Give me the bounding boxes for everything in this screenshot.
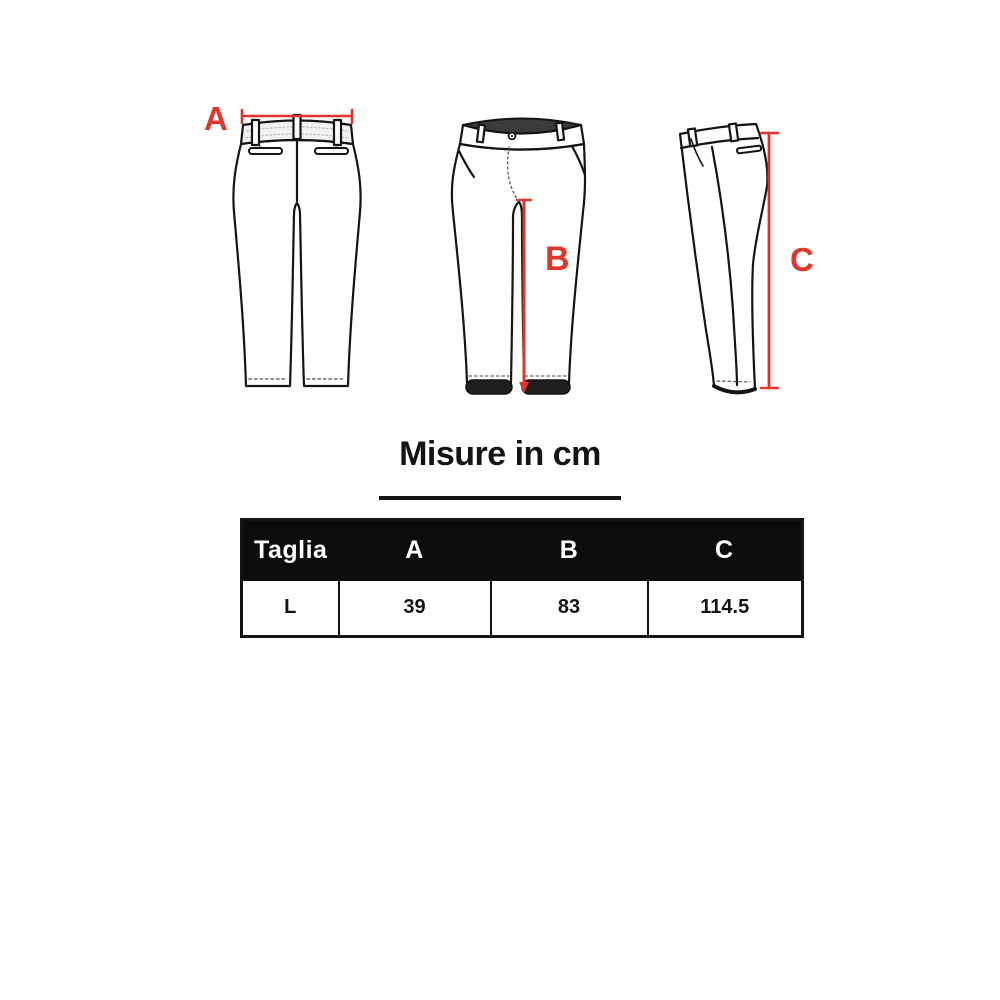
back-pocket-left [249,148,282,154]
pants-side-view [680,124,767,393]
belt-loop-icon [294,115,301,139]
button-icon [511,135,513,137]
header-taglia: Taglia [242,520,339,581]
size-table-body [242,581,803,637]
pants-diagrams [0,0,1000,430]
cell-c: 114.5 [648,581,803,637]
front-hem-right [522,380,570,394]
cell-b: 83 [491,581,648,637]
title-underline [379,496,621,500]
measure-label-a: A [204,100,228,137]
table-header-row [242,520,803,581]
header-c: C [648,520,803,581]
belt-loop-icon [252,120,259,145]
measure-label-b: B [545,240,570,278]
belt-loop-icon [729,124,738,142]
pants-back-view [233,115,360,386]
belt-loop-icon [334,120,341,145]
size-table-header [242,520,803,581]
cell-a: 39 [339,581,491,637]
measure-label-c: C [790,241,814,278]
size-table [240,518,804,638]
page-title: Misure in cm [399,435,601,473]
header-a: A [339,520,491,581]
cell-size: L [242,581,339,637]
table-row [242,581,803,637]
belt-loop-icon [556,123,564,141]
header-b: B [491,520,648,581]
back-pocket-right [315,148,348,154]
front-hem-left [466,380,512,394]
belt-loop-icon [477,125,485,143]
side-body [680,124,767,392]
